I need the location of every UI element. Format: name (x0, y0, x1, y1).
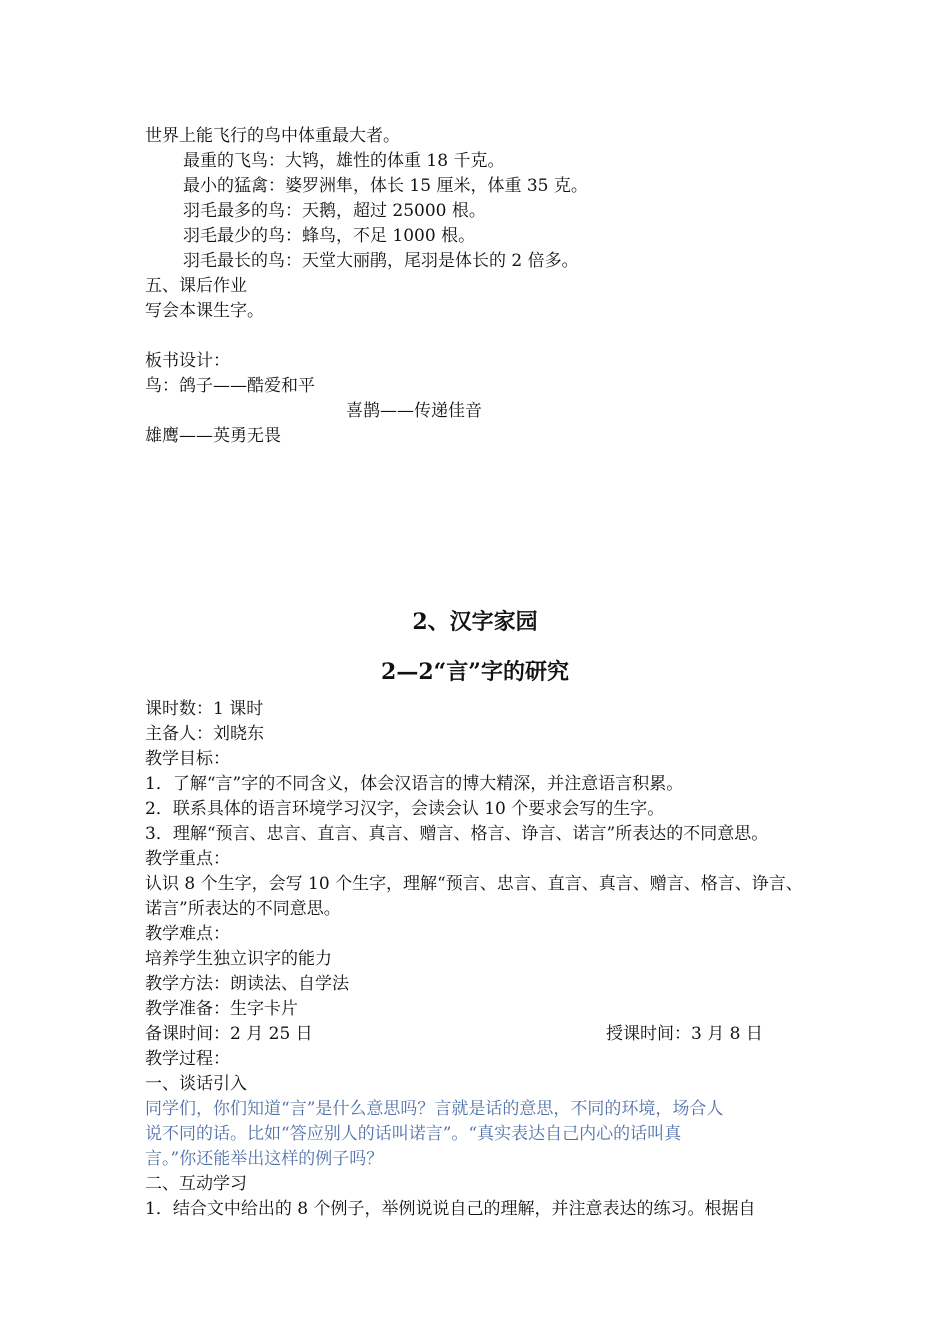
section-heading: 五、课后作业 (145, 276, 247, 296)
teaching-preparation: 教学准备：生字卡片 (145, 999, 298, 1019)
text-line: 羽毛最长的鸟：天堂大丽鹃，尾羽是体长的 2 倍多。 (183, 251, 579, 271)
process-heading: 教学过程： (145, 1049, 230, 1069)
difficulty-heading: 教学难点： (145, 924, 230, 944)
goal-item: 3．理解“预言、忠言、直言、真言、赠言、格言、诤言、诺言”所表达的不同意思。 (145, 824, 769, 844)
teaching-methods: 教学方法：朗读法、自学法 (145, 974, 349, 994)
goal-item: 2．联系具体的语言环境学习汉字，会读会认 10 个要求会写的生字。 (145, 799, 665, 819)
step2-text: 1．结合文中给出的 8 个例子，举例说说自己的理解，并注意表达的练习。根据自 (145, 1199, 756, 1219)
step1-text: 同学们，你们知道“言”是什么意思吗？言就是话的意思，不同的环境，场合人 (145, 1099, 724, 1119)
difficulty-text: 培养学生独立识字的能力 (145, 949, 332, 969)
key-points-line: 认识 8 个生字，会写 10 个生字，理解“预言、忠言、直言、真言、赠言、格言、诤言、 (145, 874, 803, 894)
lesson-title: 2—2“言”字的研究 (381, 659, 569, 685)
text-line: 羽毛最少的鸟：蜂鸟，不足 1000 根。 (183, 226, 476, 246)
text-line: 最小的猛禽：婆罗洲隼，体长 15 厘米，体重 35 克。 (183, 176, 588, 196)
text-line: 写会本课生字。 (145, 301, 264, 321)
step1-heading: 一、谈话引入 (145, 1074, 247, 1094)
goal-item: 1．了解“言”字的不同含义，体会汉语言的博大精深，并注意语言积累。 (145, 774, 684, 794)
board-design-line: 雄鹰——英勇无畏 (145, 426, 281, 446)
unit-title: 2、汉字家园 (412, 609, 538, 635)
board-design-line: 喜鹊——传递佳音 (346, 401, 482, 421)
prep-time: 备课时间：2 月 25 日 (145, 1024, 313, 1044)
text-line: 世界上能飞行的鸟中体重最大者。 (145, 126, 400, 146)
goals-heading: 教学目标： (145, 749, 230, 769)
board-design-heading: 板书设计： (145, 351, 230, 371)
board-design-line: 鸟：鸽子——酷爱和平 (145, 376, 315, 396)
step2-heading: 二、互动学习 (145, 1174, 247, 1194)
teach-time: 授课时间：3 月 8 日 (606, 1024, 763, 1044)
step1-text: 言。”你还能举出这样的例子吗？ (145, 1149, 384, 1169)
class-hours: 课时数：1 课时 (145, 699, 264, 719)
text-line: 最重的飞鸟：大鸨，雄性的体重 18 千克。 (183, 151, 505, 171)
step1-text: 说不同的话。比如“答应别人的话叫诺言”。“真实表达自己内心的话叫真 (145, 1124, 682, 1144)
key-points-heading: 教学重点： (145, 849, 230, 869)
text-line: 羽毛最多的鸟：天鹅，超过 25000 根。 (183, 201, 486, 221)
preparer: 主备人：刘晓东 (145, 724, 264, 744)
key-points-line: 诺言”所表达的不同意思。 (145, 899, 341, 919)
